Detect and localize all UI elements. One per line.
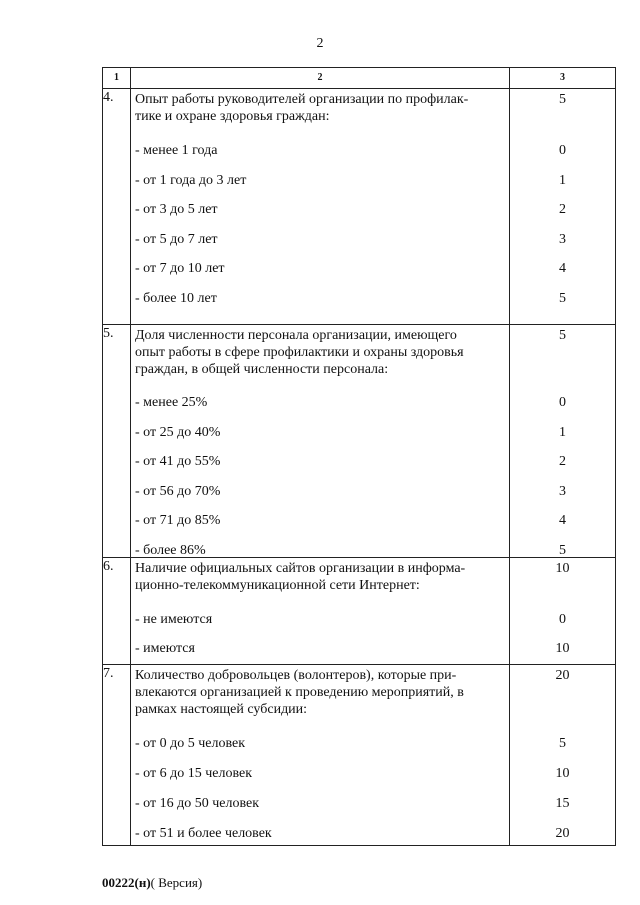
header-col-3: 3 [510,68,616,89]
option-score: 1 [559,424,566,440]
option-score: 15 [555,796,570,811]
section-title-line: опыт работы в сфере профилактики и охраны здоровья [135,345,464,360]
option-score: 2 [559,454,566,469]
option-label: - от 3 до 5 лет [135,202,218,217]
section-total-score: 10 [555,561,570,576]
criteria-body [103,89,616,846]
option-label: - от 5 до 7 лет [135,231,218,247]
option-score: 0 [559,612,566,627]
section-total-score: 5 [559,92,566,107]
option-label: - более 10 лет [135,290,217,306]
section-title-line: ционно-телекоммуникационной сети Интернет: [135,578,420,593]
section-title-line: тике и охране здоровья граждан: [135,109,330,124]
section-scores [510,325,616,558]
option-score: 0 [559,143,566,158]
document-code: 00222(н) [102,875,151,890]
option-label: - менее 1 года [135,143,218,158]
section-scores [510,665,616,846]
section-content [131,89,510,325]
criteria-table [102,67,616,846]
section-content [131,558,510,665]
section-number: 7. [103,665,131,846]
option-score: 3 [559,483,566,499]
page-number: 2 [316,36,324,51]
option-label: - от 56 до 70% [135,483,221,499]
option-label: - более 86% [135,542,206,558]
section-title-line: Опыт работы руководителей организации по профилак- [135,92,469,107]
option-label: - от 6 до 15 человек [135,766,253,781]
section-total-score: 20 [555,668,570,683]
section-title-line: Наличие официальных сайтов организации в информа- [135,561,466,576]
option-label: - от 16 до 50 человек [135,796,260,811]
option-label: - от 71 до 85% [135,513,221,528]
section-title-line: Количество добровольцев (волонтеров), которые при- [135,668,457,683]
section-title-line: рамках настоящей субсидии: [135,702,308,717]
section-number: 6. [103,558,131,665]
section-total-score: 5 [559,328,566,343]
section-number: 5. [103,325,131,558]
footer [102,875,202,891]
section-scores [510,558,616,665]
header-col-2: 2 [131,68,510,89]
section-title-line: Доля численности персонала организации, имеющего [135,328,457,343]
option-score: 0 [559,395,566,410]
section-scores [510,89,616,325]
document-version: ( Версия) [150,875,203,890]
option-score: 10 [555,641,570,656]
section-title-line: влекаются организацией к проведению мероприятий, в [135,685,464,700]
section-title-line: граждан, в общей численности персонала: [135,362,389,377]
section-row [103,89,616,325]
option-score: 5 [559,542,566,558]
option-score: 5 [559,736,566,751]
option-score: 1 [559,172,566,188]
section-row [103,665,616,846]
option-label: - от 41 до 55% [135,454,221,469]
header-row [103,68,616,89]
option-label: - от 0 до 5 человек [135,736,246,751]
option-score: 20 [555,826,570,841]
option-score: 3 [559,231,566,247]
option-label: - от 1 года до 3 лет [135,172,247,188]
section-number: 4. [103,89,131,325]
option-label: - от 25 до 40% [135,424,221,440]
option-label: - от 51 и более человек [135,826,272,841]
option-score: 2 [559,202,566,217]
option-score: 5 [559,290,566,306]
section-content [131,325,510,558]
option-label: - имеются [135,641,195,656]
option-label: - менее 25% [135,395,208,410]
section-content [131,665,510,846]
option-label: - от 7 до 10 лет [135,261,225,276]
option-score: 10 [555,766,570,781]
option-score: 4 [559,261,566,276]
section-row [103,325,616,558]
header-col-1: 1 [103,68,131,89]
section-row [103,558,616,665]
option-label: - не имеются [135,612,213,627]
option-score: 4 [559,513,566,528]
